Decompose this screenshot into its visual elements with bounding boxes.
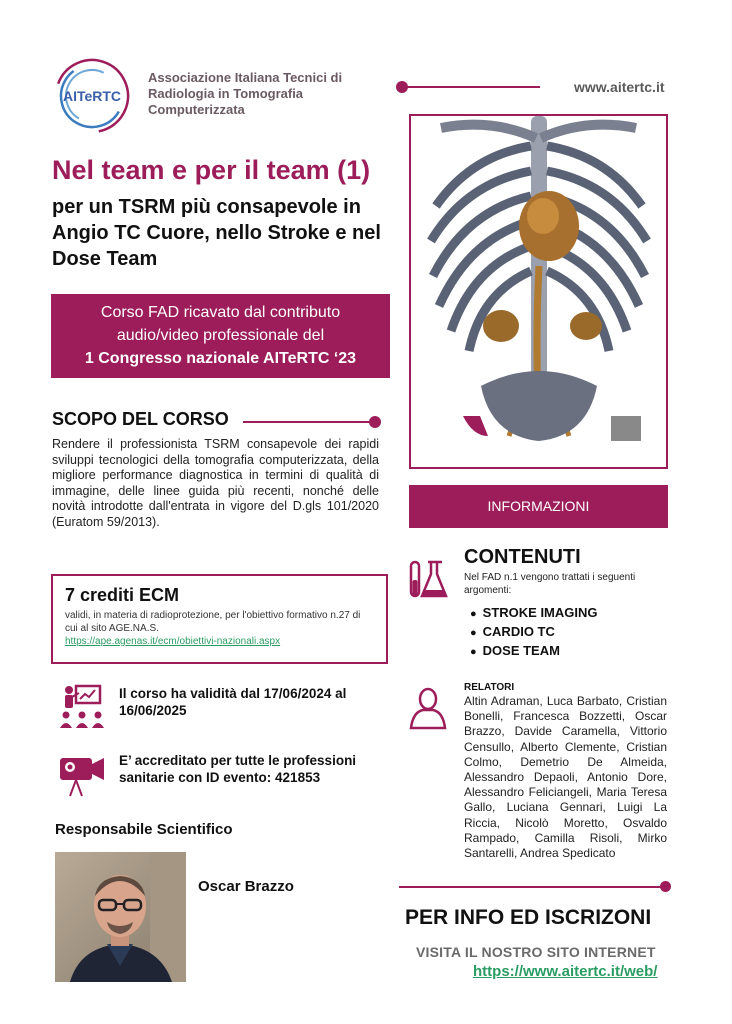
relatori-text: Altin Adraman, Luca Barbato, Cristian Bonelli, Francesca Bozzetti, Oscar Brazzo, Davide Caramella, Vittorio Censullo, Alberto Clemente, Cristian Colmo, Demetrio De Almeida, Alessandro Depaoli, Antonio Dore, Alessandro Feliciangeli, Maria Teresa Gallo, Luciana Gennari, Luigi La Riccia, Nicolò Moretto, Osvaldo Rampado, Camilla Risoli, Mirko Santarelli, Andrea Spedicato: [464, 694, 667, 861]
list-item: ● DOSE TEAM: [470, 642, 598, 661]
decorative-line: [398, 86, 540, 88]
accreditation-text: E’ accreditato per tutte le professioni sanitarie con ID evento: 421853: [119, 753, 357, 785]
page-title: Nel team e per il team (1): [52, 155, 371, 185]
info-heading: PER INFO ED ISCRIZONI: [405, 906, 652, 929]
organization-name: Associazione Italiana Tecnici di Radiologia in Tomografia Computerizzata: [148, 70, 343, 117]
visit-text: VISITA IL NOSTRO SITO INTERNET: [416, 944, 656, 960]
presentation-icon: [58, 682, 106, 730]
list-item: ● STROKE IMAGING: [470, 604, 598, 623]
decorative-dot: [660, 881, 671, 892]
scopo-text: Rendere il professionista TSRM consapevole dei rapidi sviluppi tecnologici della tomografia computerizzata, della migliore performance diagnostica in termini di qualità di immagine, delle linee guida più recenti, nonché delle novità introdotte dall'entrata in vigore del D.gls 101/2020 (Euratom 59/2013).: [52, 437, 379, 529]
ct-scan-image: [409, 114, 668, 469]
person-icon: [408, 686, 456, 734]
website-link[interactable]: https://www.aitertc.it/web/: [473, 963, 658, 980]
ecm-box: [51, 574, 388, 664]
ecm-link[interactable]: https://ape.agenas.it/ecm/obiettivi-nazionali.aspx: [65, 636, 281, 647]
contenuti-list: [470, 604, 598, 661]
course-line-3: 1 Congresso nazionale AITeRTC ‘23: [84, 350, 357, 367]
list-item: ● CARDIO TC: [470, 623, 598, 642]
validity-text: Il corso ha validità dal 17/06/2024 al 16/06/2025: [119, 686, 347, 718]
ecm-title: 7 crediti ECM: [65, 585, 180, 605]
page-subtitle: per un TSRM più consapevole in Angio TC Cuore, nello Stroke e nel Dose Team: [52, 196, 381, 270]
decorative-line: [243, 421, 375, 423]
responsabile-label: Responsabile Scientifico: [55, 821, 233, 838]
relatori-heading: RELATORI: [464, 682, 515, 693]
course-line-1: Corso FAD ricavato dal contributo: [100, 304, 341, 321]
aitertc-logo: [52, 56, 132, 136]
responsabile-photo: [55, 852, 186, 982]
decorative-line: [399, 886, 661, 888]
responsabile-name: Oscar Brazzo: [198, 878, 294, 895]
decorative-dot: [369, 416, 381, 428]
website-text[interactable]: www.aitertc.it: [574, 79, 665, 95]
video-camera-icon: [58, 750, 106, 798]
course-line-2: audio/video professionale del: [116, 327, 325, 344]
course-box: [51, 294, 390, 378]
informazioni-bar: INFORMAZIONI: [409, 485, 668, 528]
logo-text: AITeRTC: [62, 88, 122, 104]
contenuti-heading: CONTENUTI: [464, 546, 581, 568]
ecm-text: validi, in materia di radioprotezione, per l'obiettivo formativo n.27 di cui al sito AGE.NA.S.: [65, 610, 361, 634]
contenuti-subtitle: Nel FAD n.1 vengono trattati i seguenti argomenti:: [464, 572, 636, 596]
flask-icon: [408, 558, 456, 606]
scopo-heading: SCOPO DEL CORSO: [52, 409, 229, 429]
